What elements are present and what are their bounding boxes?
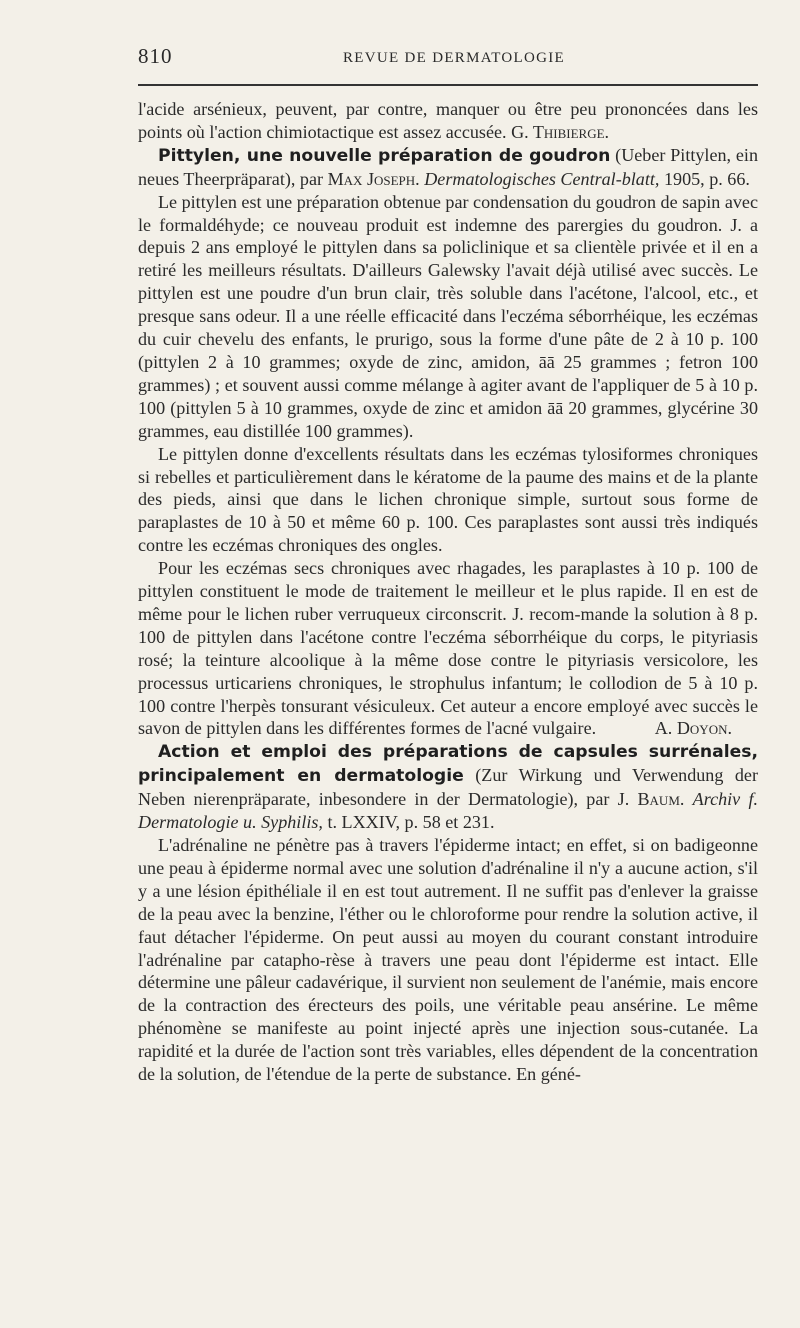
journal-reference: Archiv f. Dermatologie u. Syphilis, xyxy=(138,789,759,833)
article-heading: Pittylen, une nouvelle préparation de goudron (Ueber Pittylen, ein neues Theerpräparat), par Max Joseph. Dermatologisches Central-blatt, 1905, p. 66. xyxy=(138,144,758,189)
signature: G. Thibierge. xyxy=(511,121,610,142)
header-rule xyxy=(138,84,758,86)
running-head xyxy=(138,44,758,74)
paragraph: Pour les eczémas secs chroniques avec rhagades, les paraplastes à 10 p. 100 de pittylen constituent le mode de traitement le meilleur et le plus rapide. Il en est de même pour le lichen ruber verruqueux circonscrit. J. recom-mande la solution à 8 p. 100 de pittylen dans l'acétone contre l'eczéma séborrhéique du corps, le pityriasis rosé; la teinture alcoolique à la même dose contre le pityriasis versicolore, les processus urticariens chroniques, le strophulus infantum; le collodion de 5 à 10 p. 100 contre l'herpès tonsurant vésiculeux. Cet auteur a encore employé avec succès le savon de pittylen dans les différentes formes de l'acné vulgaire. A. Doyon. xyxy=(138,558,758,739)
paragraph: Le pittylen donne d'excellents résultats dans les eczémas tylosiformes chroniques si rebelles et particulièrement dans le kératome de la paume des mains et de la plante des pieds, ainsi que dans le lichen chronique simple, surtout sous forme de paraplastes de 10 à 50 et même 60 p. 100. Ces paraplastes sont aussi très indiqués contre les eczémas chroniques des ongles. xyxy=(138,443,758,556)
article-title: Action et emploi des préparations de capsules surrénales, principalement en dermatologie xyxy=(138,742,758,787)
paragraph: L'adrénaline ne pénètre pas à travers l'épiderme intact; en effet, si on badigeonne une peau à épiderme normal avec une solution d'adrénaline il n'y a aucune action, s'il y a une lésion épithéliale il en est tout autrement. Il ne suffit pas d'enlever la graisse de la peau avec la benzine, l'éther ou le chloroforme pour rendre la solution active, il faut détacher l'épiderme. On peut aussi au moyen du courant constant introduire l'adrénaline par catapho-rèse à travers une peau dont l'épiderme est intact. Elle détermine une pâleur cadavérique, il survient non seulement de l'anémie, mais encore de la contraction des érecteurs des poils, une véritable peau ansérine. Le même phénomène se manifeste au point injecté après une injection sous-cutanée. La rapidité et la durée de l'action sont très variables, elles dépendent de la concentration de la solution, de l'étendue de la perte de substance. En géné- xyxy=(138,835,758,1085)
article-heading: Action et emploi des préparations de capsules surrénales, principalement en dermatologie (Zur Wirkung und Verwendung der Neben nierenpräparate, inbesondere in der Dermatologie), par J. Baum. Archiv f. Dermatologie u. Syphilis, t. LXXIV, p. 58 et 231. xyxy=(138,742,759,833)
paragraph: Le pittylen est une préparation obtenue par condensation du goudron de sapin avec le formaldéhyde; ce nouveau produit est indemne des parergies du goudron. J. a depuis 2 ans employé le pittylen dans sa policlinique et sa clientèle privée et il en a retiré les meilleurs résultats. D'ailleurs Galewsky l'avait déjà utilisé avec succès. Le pittylen est une poudre d'un brun clair, très soluble dans l'acétone, l'alcool, etc., et presque sans odeur. Il a une réelle efficacité dans l'eczéma séborrhéique, les eczémas du cuir chevelu des enfants, le prurigo, sous la forme d'une pâte de 2 à 10 p. 100 (pittylen 2 à 10 grammes; oxyde de zinc, amidon, āā 25 grammes ; fetron 100 grammes) ; et souvent aussi comme mélange à agiter avant de l'appliquer de 5 à 10 p. 100 (pittylen 5 à 10 grammes, oxyde de zinc et amidon āā 20 grammes, glycérine 30 grammes, eau distillée 100 grammes). xyxy=(138,191,758,441)
journal-reference: Dermatologisches Central-blatt, xyxy=(424,168,660,189)
signature: A. Doyon. xyxy=(654,718,732,739)
article-body xyxy=(138,98,758,1086)
author: J. Baum. xyxy=(617,789,685,810)
paragraph-continuation: l'acide arsénieux, peuvent, par contre, manquer ou être peu prononcées dans les points où l'action chimiotactique est assez accusée. G. Thibierge. xyxy=(138,99,758,142)
page-number: 810 xyxy=(138,44,173,68)
journal-title: REVUE DE DERMATOLOGIE xyxy=(343,50,566,66)
author: Max Joseph. xyxy=(327,168,420,189)
article-title: Pittylen, une nouvelle préparation de goudron xyxy=(158,145,611,166)
